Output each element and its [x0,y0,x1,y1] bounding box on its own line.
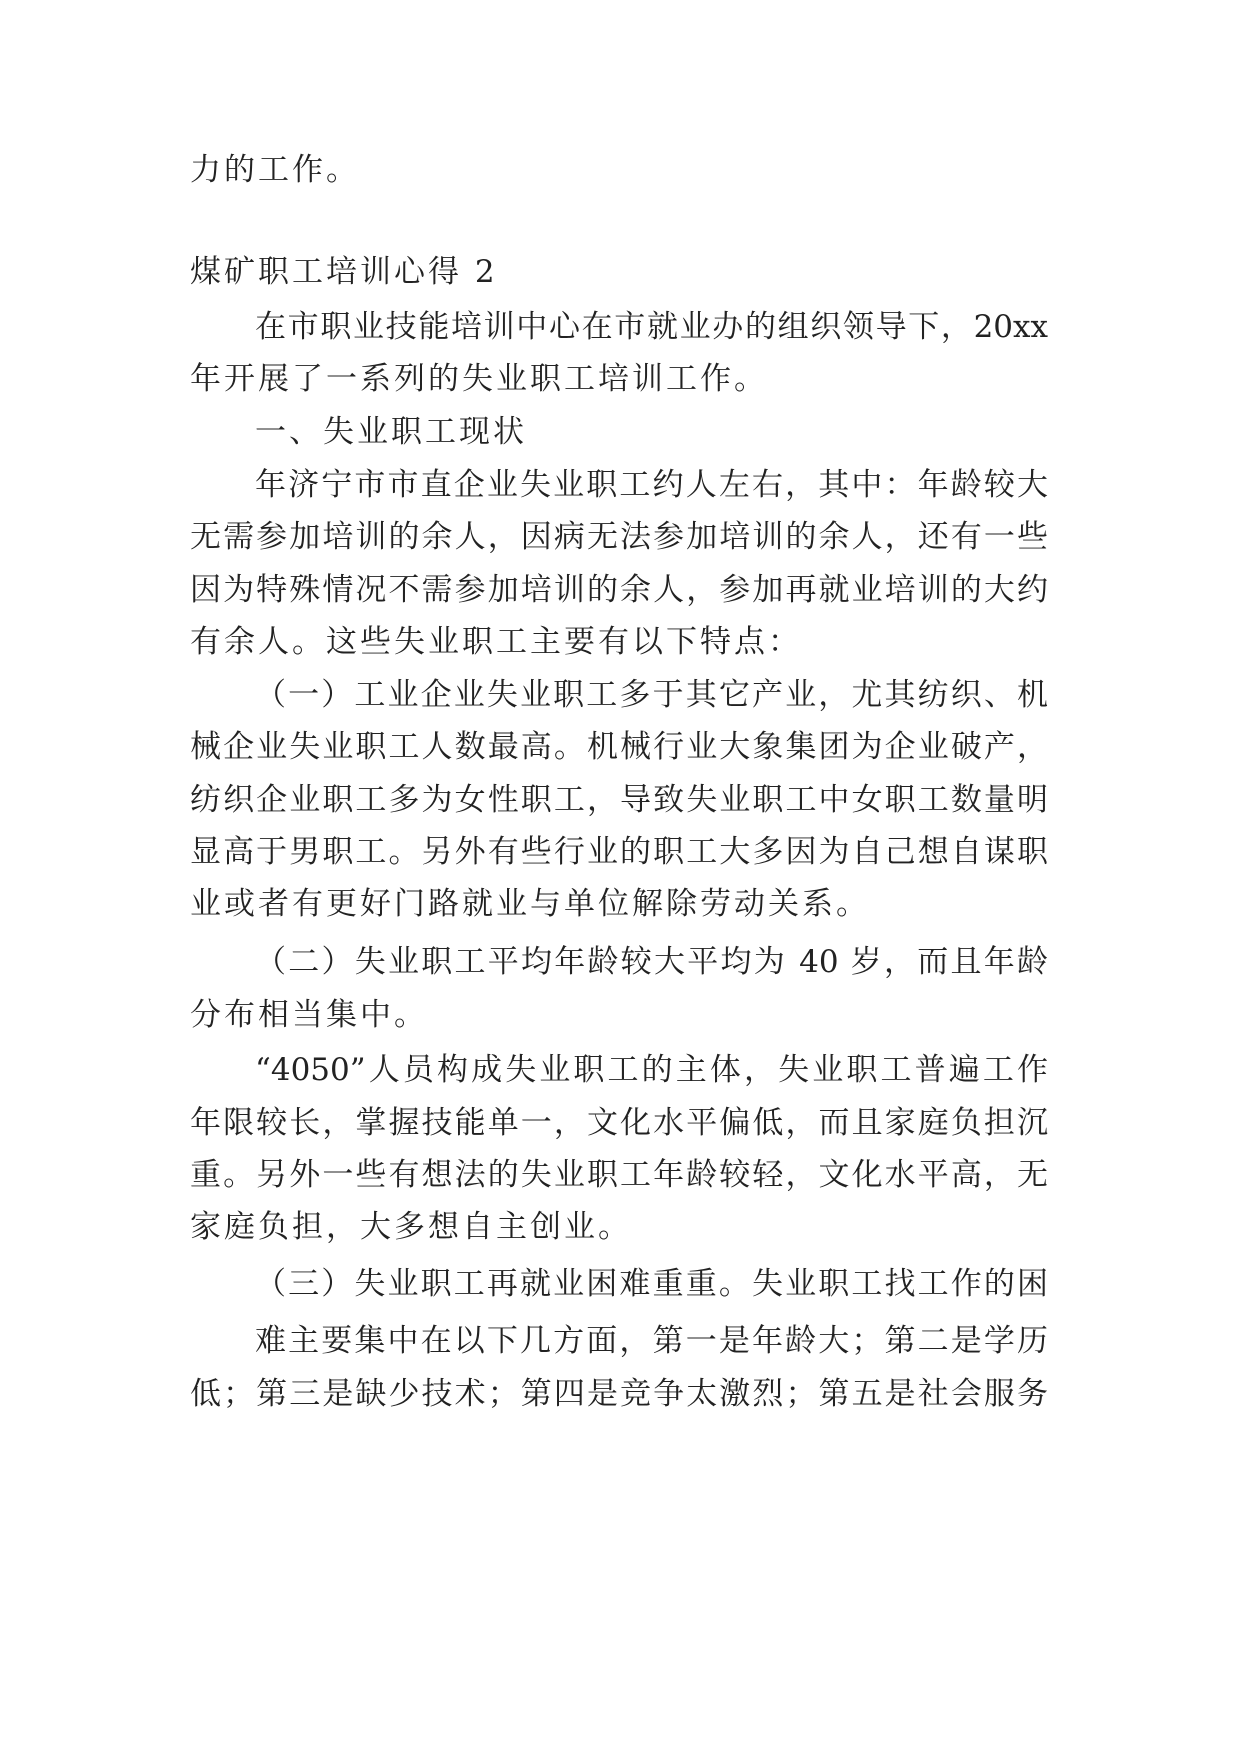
text-line: 械企业失业职工人数最高。机械行业大象集团为企业破产， [190,729,1048,765]
text-line: （一）工业企业失业职工多于其它产业，尤其纺织、机 [255,677,1048,713]
text-line: 年限较长，掌握技能单一，文化水平偏低，而且家庭负担沉 [190,1105,1048,1141]
text-line: 力的工作。 [190,152,360,188]
text-line: 有余人。这些失业职工主要有以下特点： [190,624,802,660]
text-line: 年济宁市市直企业失业职工约人左右，其中：年龄较大 [255,467,1048,503]
text-line: 重。另外一些有想法的失业职工年龄较轻，文化水平高，无 [190,1157,1048,1193]
text-line: 显高于男职工。另外有些行业的职工大多因为自己想自谋职 [190,834,1048,870]
text-line: “4050”人员构成失业职工的主体，失业职工普遍工作 [255,1052,1048,1088]
text-line: （二）失业职工平均年龄较大平均为 40 岁，而且年龄 [255,944,1048,980]
subsection-heading: 一、失业职工现状 [255,414,527,450]
section-title: 煤矿职工培训心得 2 [190,254,498,290]
text-line: 纺织企业职工多为女性职工，导致失业职工中女职工数量明 [190,782,1048,818]
text-line: 无需参加培训的余人，因病无法参加培训的余人，还有一些 [190,519,1048,555]
text-line: 因为特殊情况不需参加培训的余人，参加再就业培训的大约 [190,572,1048,608]
text-line: （三）失业职工再就业困难重重。失业职工找工作的困 [255,1266,1048,1302]
text-line: 年开展了一系列的失业职工培训工作。 [190,361,768,397]
text-line: 难主要集中在以下几方面，第一是年龄大；第二是学历 [255,1323,1048,1359]
text-line: 低；第三是缺少技术；第四是竞争太激烈；第五是社会服务 [190,1376,1048,1412]
text-line: 分布相当集中。 [190,997,428,1033]
text-line: 家庭负担，大多想自主创业。 [190,1209,632,1245]
text-line: 业或者有更好门路就业与单位解除劳动关系。 [190,886,870,922]
text-line: 在市职业技能培训中心在市就业办的组织领导下，20xx [255,309,1048,345]
